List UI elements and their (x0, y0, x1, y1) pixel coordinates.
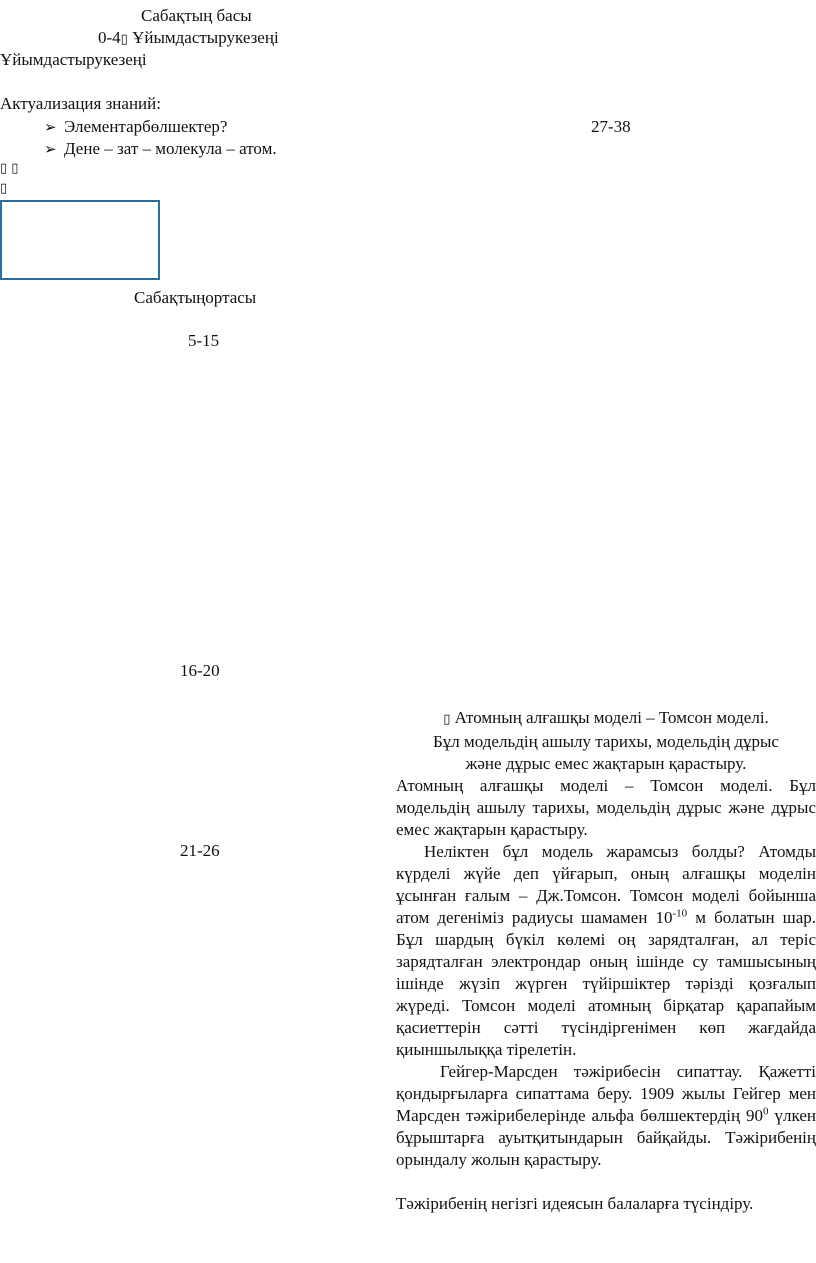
paragraph-3-text-b: үлкен бұрыштарға ауытқитындарын байқайды. Тәжірибенің орындалу жолын қарастыру. (396, 1106, 816, 1169)
paragraph-2-exponent: -10 (672, 907, 688, 920)
lesson-start-time-line (98, 27, 279, 51)
lesson-start-title: Сабақтың басы (141, 6, 252, 25)
paragraph-2-text-b: м болатын шар. Бұл шардың бүкіл көлемі оң зарядталған, ал теріс зарядталған электрондар оның ішінде су тамшысының ішінде жүзіп жүрген түйіршіктер тәрізді қозғалып жүреді. Томсон моделі атомның бірқатар қарапайым қасиеттерін сәтті түсіндіргенімен көп жағдайда қиыншылыққа тірелетін. (396, 908, 816, 1059)
bullet-item-1: Элементарбөлшектер? (64, 117, 228, 136)
content-column (396, 707, 816, 1215)
missing-glyph-icon: ▯ (443, 712, 451, 727)
paragraph-4: Тәжірибенің негізгі идеясын балаларға түсіндіру. (396, 1194, 754, 1213)
lesson-start-time: 0-4 (98, 28, 121, 47)
heading-line-1: Атомның алғашқы моделі – Томсон моделі. (454, 708, 769, 727)
missing-glyph-icon: ▯ ▯ (0, 161, 19, 176)
paragraph-2-text-a: Неліктен бұл модель жарамсыз болды? Атомды күрделі жүйе деп үйғарып, оның алғашқы моделін ұсынған ғалым – Дж.Томсон. Томсон моделі бойынша атом дегеніміз радиусы шамамен 10 (396, 842, 816, 927)
time-range-1: 5-15 (188, 331, 220, 350)
lesson-start-time-stage: Ұйымдастырукезеңі (127, 28, 279, 47)
minutes-label: 27-38 (591, 117, 631, 136)
arrow-bullet-icon: ➢ (44, 140, 57, 158)
missing-glyph-icon: ▯ (0, 181, 8, 196)
paragraph-3-exponent: 0 (763, 1105, 769, 1118)
lesson-middle-title: Сабақтыңортасы (134, 288, 257, 307)
time-range-2: 16-20 (180, 661, 220, 680)
stage-label: Ұйымдастырукезеңі (0, 50, 147, 69)
arrow-bullet-icon: ➢ (44, 118, 57, 136)
content-heading (396, 707, 816, 775)
missing-glyph-icon: ▯ (120, 32, 128, 47)
paragraph-3 (396, 1061, 816, 1171)
heading-line-2: Бұл модельдің ашылу тарихы, модельдің дұрыс (433, 732, 779, 751)
heading-line-3: және дұрыс емес жақтарын қарастыру. (465, 754, 747, 773)
paragraph-1: Атомның алғашқы моделі – Томсон моделі. Бұл модельдің ашылу тарихы, модельдің дұрыс және дұрыс емес жақтарын қарастыру. (396, 776, 816, 839)
bullet-item-2: Дене – зат – молекула – атом. (64, 139, 277, 158)
paragraph-2 (396, 841, 816, 1061)
actualization-heading: Актуализация знаний: (0, 94, 161, 113)
empty-frame (0, 200, 160, 280)
time-range-3: 21-26 (180, 841, 220, 860)
paragraph-3-text-a: Гейгер-Марсден тәжірибесін сипаттау. Қажетті қондырғыларға сипаттама беру. 1909 жылы Гейгер мен Марсден тәжірибелерінде альфа бөлшектердің 90 (396, 1062, 816, 1125)
